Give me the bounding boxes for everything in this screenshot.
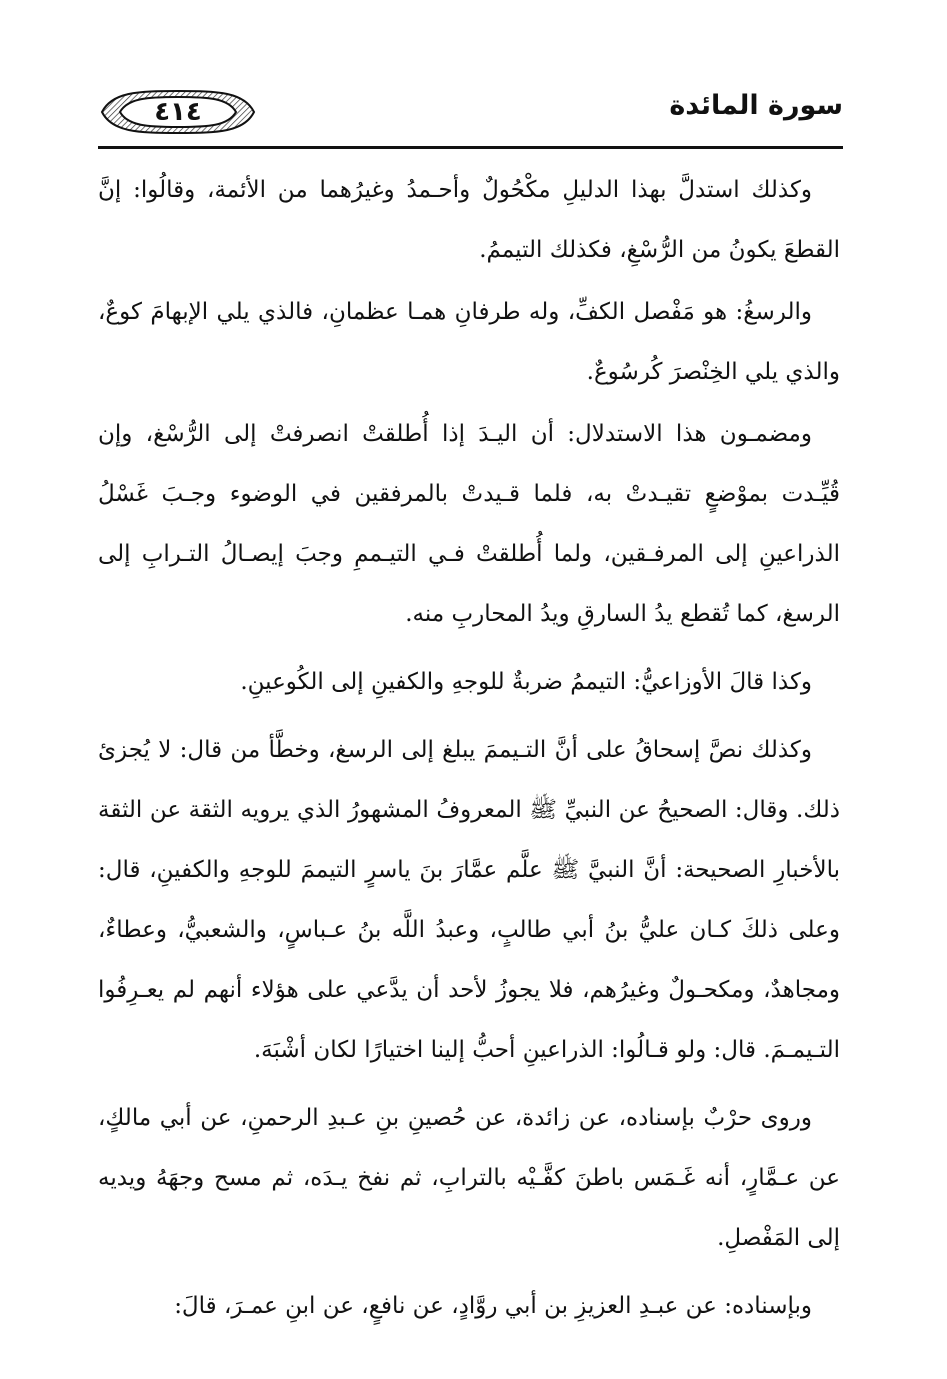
page-number-badge [98,88,258,136]
paragraph: وكذلك نصَّ إسحاقُ على أنَّ التـيممَ يبلغ إلى الرسغ، وخطَّأ من قال: لا يُجزئ ذلك. وقال: الصحيحُ عن النبيِّ ﷺ المعروفُ المشهورُ الذي يرويه الثقة عن الثقة بالأخبارِ الصحيحة: أنَّ النبيَّ ﷺ علَّم عمَّارَ بنَ ياسرٍ التيممَ للوجهِ والكفينِ، قال: وعلى ذلكَ كـان عليُّ بنُ أبي طالبٍ، وعبدُ اللَّه بنُ عـباسٍ، والشعبيُّ، وعطاءٌ، ومجاهدٌ، ومكحـولٌ وغيرُهم، فلا يجوزُ لأحد أن يدَّعي على هؤلاء أنهم لم يعـرِفُوا التـيمـمَ. قال: ولو قـالُوا: الذراعينِ أحبُّ إلينا اختيارًا لكان أشْبَهَ. [98,737,840,1063]
page-header [98,88,843,148]
paragraph: والرسغُ: هو مَفْصل الكفِّ، وله طرفانِ همـا عظمانِ، فالذي يلي الإبهامَ كوعٌ، والذي يلي الخِنْصرَ كُرسُوعٌ. [98,299,840,385]
paragraph: وروى حرْبٌ بإسناده، عن زائدة، عن حُصينِ بنِ عـبدِ الرحمنِ، عن أبي مالكٍ، عن عـمَّارٍ، أنه غَـمَس باطنَ كفَّـيْه بالترابِ، ثم نفخ يـدَه، ثم مسح وجهَهُ ويديه إلى المَفْصلِ. [98,1105,840,1251]
paragraph: وكذا قالَ الأوزاعيُّ: التيممُ ضربةٌ للوجهِ والكفينِ إلى الكُوعينِ. [240,669,812,695]
page-body [98,160,840,1344]
paragraph: وبإسناده: عن عبـدِ العزيزِ بن أبي روَّادٍ، عن نافعٍ، عن ابنِ عمـرَ، قالَ: [174,1293,812,1319]
header-divider [98,146,843,149]
paragraph: ومضمـون هذا الاستدلال: أن اليـدَ إذا أُطلقتْ انصرفتْ إلى الرُّسْغ، وإن قُيِّـدت بموْضعٍ تقيـدتْ به، فلما قـيدتْ بالمرفقين في الوضوء وجـبَ غَسْلُ الذراعينِ إلى المرفـقين، ولما أُطلقتْ فـي التيـممِ وجبَ إيصـالُ التـرابِ إلى الرسغ، كما تُقطع يدُ السارقِ ويدُ المحاربِ منه. [98,421,840,627]
paragraph: وكذلك استدلَّ بهذا الدليلِ مكْحُولٌ وأحـمدُ وغيرُهما من الأئمة، وقالُوا: إنَّ القطعَ يكونُ من الرُّسْغِ، فكذلك التيممُ. [98,177,840,263]
surah-title: سورة المائدة [669,90,843,121]
page-number: ٤١٤ [154,97,202,127]
